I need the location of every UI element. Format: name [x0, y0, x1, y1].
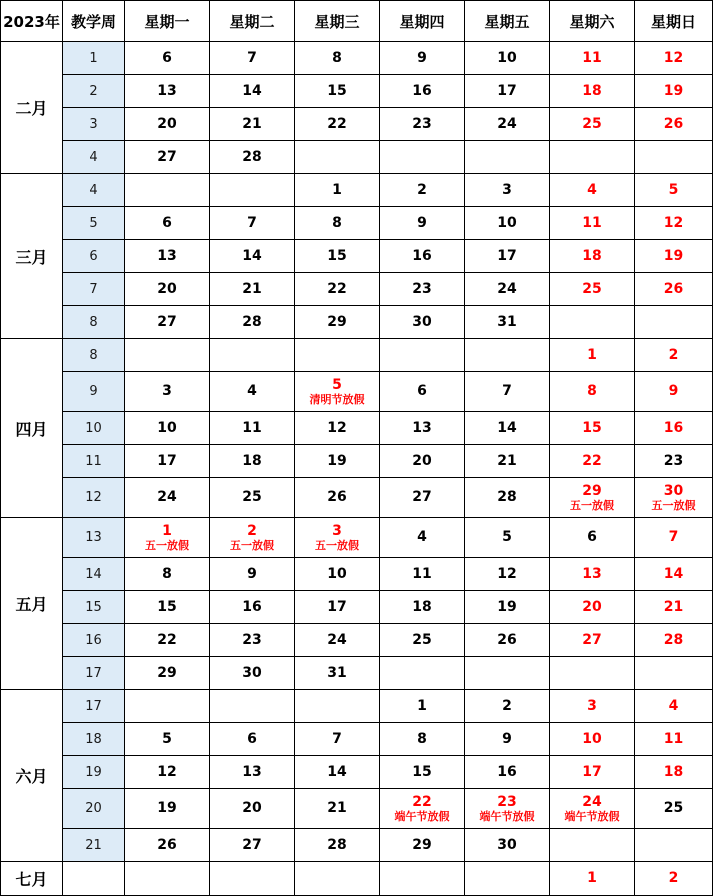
day-cell-saturday: 17: [550, 756, 635, 789]
day-cell-sunday: [635, 478, 713, 518]
day-cell-monday: 13: [125, 240, 210, 273]
header-saturday: 星期六: [550, 1, 635, 42]
day-cell-monday: 6: [125, 207, 210, 240]
day-cell-saturday: [550, 829, 635, 862]
table-row: [1, 174, 713, 207]
day-cell-tuesday: 16: [210, 591, 295, 624]
day-cell-tuesday: 20: [210, 789, 295, 829]
teaching-week-cell: 8: [63, 339, 125, 372]
table-row: [1, 108, 713, 141]
holiday-note: 端午节放假: [564, 809, 620, 823]
day-cell-thursday: [380, 141, 465, 174]
day-cell-thursday: 15: [380, 756, 465, 789]
day-cell-sunday: 26: [635, 108, 713, 141]
day-cell-thursday: 18: [380, 591, 465, 624]
day-cell-monday: 19: [125, 789, 210, 829]
day-cell-friday: 17: [465, 240, 550, 273]
teaching-week-cell: 9: [63, 372, 125, 412]
day-cell-thursday: 1: [380, 690, 465, 723]
teaching-week-cell: 14: [63, 558, 125, 591]
day-cell-wednesday: 17: [295, 591, 380, 624]
day-cell-friday: 30: [465, 829, 550, 862]
day-cell-wednesday: 12: [295, 412, 380, 445]
day-cell-wednesday: [295, 141, 380, 174]
day-cell-tuesday: 21: [210, 108, 295, 141]
day-cell-friday: 16: [465, 756, 550, 789]
header-thursday: 星期四: [380, 1, 465, 42]
day-cell-friday: 7: [465, 372, 550, 412]
day-cell-friday: 19: [465, 591, 550, 624]
day-cell-thursday: [380, 789, 465, 829]
day-number: 2: [247, 522, 257, 539]
month-label: 三月: [1, 174, 63, 339]
calendar-body: [1, 42, 713, 896]
day-cell-tuesday: 27: [210, 829, 295, 862]
day-cell-monday: 15: [125, 591, 210, 624]
day-cell-monday: 5: [125, 723, 210, 756]
day-cell-monday: [125, 690, 210, 723]
teaching-week-cell: 4: [63, 174, 125, 207]
teaching-week-cell: 10: [63, 412, 125, 445]
day-cell-wednesday: 8: [295, 207, 380, 240]
table-row: [1, 723, 713, 756]
day-cell-saturday: [550, 657, 635, 690]
day-cell-thursday: 20: [380, 445, 465, 478]
table-row: [1, 690, 713, 723]
day-cell-wednesday: [295, 372, 380, 412]
table-row: [1, 141, 713, 174]
header-monday: 星期一: [125, 1, 210, 42]
table-row: [1, 756, 713, 789]
day-cell-sunday: 23: [635, 445, 713, 478]
day-cell-tuesday: 28: [210, 306, 295, 339]
day-cell-friday: 10: [465, 42, 550, 75]
day-cell-monday: 20: [125, 108, 210, 141]
table-row: [1, 624, 713, 657]
day-cell-wednesday: 26: [295, 478, 380, 518]
holiday-note: 五一放假: [145, 538, 189, 552]
header-year: 2023年: [1, 1, 63, 42]
table-row: [1, 273, 713, 306]
day-cell-sunday: [635, 141, 713, 174]
table-row: [1, 478, 713, 518]
day-cell-saturday: 11: [550, 207, 635, 240]
table-row: [1, 240, 713, 273]
table-row: [1, 591, 713, 624]
day-cell-wednesday: 19: [295, 445, 380, 478]
day-cell-wednesday: 10: [295, 558, 380, 591]
day-cell-friday: 26: [465, 624, 550, 657]
teaching-week-cell: 16: [63, 624, 125, 657]
day-cell-sunday: 19: [635, 75, 713, 108]
day-number: 29: [582, 482, 602, 499]
table-row: [1, 445, 713, 478]
holiday-note: 端午节放假: [479, 809, 535, 823]
day-cell-thursday: 6: [380, 372, 465, 412]
header-wednesday: 星期三: [295, 1, 380, 42]
day-cell-wednesday: 31: [295, 657, 380, 690]
day-cell-tuesday: 13: [210, 756, 295, 789]
day-cell-tuesday: [210, 690, 295, 723]
day-cell-tuesday: 9: [210, 558, 295, 591]
day-cell-thursday: 4: [380, 518, 465, 558]
teaching-week-cell: 15: [63, 591, 125, 624]
teaching-week-cell: 17: [63, 690, 125, 723]
day-cell-saturday: 6: [550, 518, 635, 558]
teaching-week-cell: 12: [63, 478, 125, 518]
holiday-note: 五一放假: [570, 498, 614, 512]
day-cell-tuesday: 14: [210, 75, 295, 108]
day-cell-wednesday: [295, 690, 380, 723]
day-cell-monday: 26: [125, 829, 210, 862]
day-cell-monday: 20: [125, 273, 210, 306]
day-cell-wednesday: 21: [295, 789, 380, 829]
day-cell-friday: [465, 339, 550, 372]
day-cell-thursday: [380, 339, 465, 372]
day-cell-tuesday: 23: [210, 624, 295, 657]
table-row: [1, 829, 713, 862]
day-cell-sunday: [635, 829, 713, 862]
day-cell-sunday: 19: [635, 240, 713, 273]
day-cell-monday: [125, 174, 210, 207]
table-row: [1, 42, 713, 75]
day-cell-thursday: 25: [380, 624, 465, 657]
day-cell-friday: 14: [465, 412, 550, 445]
day-cell-friday: 12: [465, 558, 550, 591]
day-cell-tuesday: [210, 339, 295, 372]
teaching-week-cell: 7: [63, 273, 125, 306]
day-cell-sunday: 7: [635, 518, 713, 558]
day-cell-wednesday: 22: [295, 273, 380, 306]
month-label: 二月: [1, 42, 63, 174]
day-cell-sunday: 9: [635, 372, 713, 412]
day-cell-thursday: 30: [380, 306, 465, 339]
day-cell-friday: [465, 789, 550, 829]
table-row: [1, 862, 713, 896]
teaching-week-cell: 13: [63, 518, 125, 558]
month-label: 四月: [1, 339, 63, 518]
day-cell-sunday: 16: [635, 412, 713, 445]
day-cell-saturday: 1: [550, 862, 635, 896]
teaching-week-cell: 21: [63, 829, 125, 862]
day-cell-friday: 17: [465, 75, 550, 108]
day-cell-friday: 21: [465, 445, 550, 478]
day-cell-monday: 12: [125, 756, 210, 789]
day-cell-saturday: 3: [550, 690, 635, 723]
day-cell-thursday: 23: [380, 273, 465, 306]
day-cell-wednesday: [295, 339, 380, 372]
day-cell-tuesday: 14: [210, 240, 295, 273]
day-cell-sunday: 12: [635, 207, 713, 240]
table-row: [1, 372, 713, 412]
header-friday: 星期五: [465, 1, 550, 42]
table-row: [1, 518, 713, 558]
day-cell-saturday: 13: [550, 558, 635, 591]
day-cell-tuesday: [210, 518, 295, 558]
day-cell-tuesday: 11: [210, 412, 295, 445]
day-cell-monday: 8: [125, 558, 210, 591]
day-cell-saturday: 18: [550, 75, 635, 108]
day-cell-wednesday: [295, 518, 380, 558]
day-cell-friday: 10: [465, 207, 550, 240]
day-cell-tuesday: [210, 174, 295, 207]
day-cell-monday: 22: [125, 624, 210, 657]
day-cell-saturday: 25: [550, 108, 635, 141]
day-cell-thursday: 9: [380, 42, 465, 75]
day-cell-thursday: 23: [380, 108, 465, 141]
day-cell-tuesday: 4: [210, 372, 295, 412]
day-cell-tuesday: 6: [210, 723, 295, 756]
teaching-week-cell: 8: [63, 306, 125, 339]
day-cell-saturday: 18: [550, 240, 635, 273]
teaching-week-cell: 4: [63, 141, 125, 174]
table-row: [1, 306, 713, 339]
day-cell-saturday: [550, 306, 635, 339]
day-cell-monday: 27: [125, 141, 210, 174]
day-number: 22: [412, 793, 432, 810]
day-cell-tuesday: 21: [210, 273, 295, 306]
header-teaching-week: 教学周: [63, 1, 125, 42]
teaching-week-cell: 17: [63, 657, 125, 690]
day-cell-sunday: 2: [635, 339, 713, 372]
day-cell-wednesday: 14: [295, 756, 380, 789]
day-cell-thursday: 11: [380, 558, 465, 591]
day-cell-sunday: 25: [635, 789, 713, 829]
day-cell-monday: 3: [125, 372, 210, 412]
day-cell-saturday: 15: [550, 412, 635, 445]
day-cell-thursday: 8: [380, 723, 465, 756]
header-tuesday: 星期二: [210, 1, 295, 42]
day-cell-sunday: [635, 306, 713, 339]
holiday-note: 端午节放假: [394, 809, 450, 823]
day-number: 5: [332, 376, 342, 393]
day-cell-wednesday: 7: [295, 723, 380, 756]
teaching-week-cell: 3: [63, 108, 125, 141]
day-cell-thursday: 16: [380, 240, 465, 273]
day-cell-friday: 5: [465, 518, 550, 558]
day-cell-saturday: 22: [550, 445, 635, 478]
day-cell-tuesday: 18: [210, 445, 295, 478]
day-cell-wednesday: [295, 862, 380, 896]
day-cell-thursday: 16: [380, 75, 465, 108]
header-sunday: 星期日: [635, 1, 713, 42]
day-cell-sunday: 14: [635, 558, 713, 591]
table-row: [1, 558, 713, 591]
day-cell-monday: 29: [125, 657, 210, 690]
day-cell-friday: 31: [465, 306, 550, 339]
teaching-week-cell: 18: [63, 723, 125, 756]
day-cell-saturday: 1: [550, 339, 635, 372]
day-cell-monday: 24: [125, 478, 210, 518]
day-cell-monday: 6: [125, 42, 210, 75]
table-row: [1, 339, 713, 372]
day-cell-saturday: [550, 478, 635, 518]
day-cell-friday: 28: [465, 478, 550, 518]
day-number: 23: [497, 793, 517, 810]
day-cell-sunday: 4: [635, 690, 713, 723]
day-cell-wednesday: 28: [295, 829, 380, 862]
day-cell-tuesday: [210, 862, 295, 896]
day-cell-sunday: [635, 657, 713, 690]
day-cell-sunday: 11: [635, 723, 713, 756]
day-cell-sunday: 26: [635, 273, 713, 306]
header-row: [1, 1, 713, 42]
day-cell-saturday: 8: [550, 372, 635, 412]
day-cell-thursday: 29: [380, 829, 465, 862]
table-row: [1, 207, 713, 240]
day-cell-thursday: [380, 862, 465, 896]
teaching-week-cell: [63, 862, 125, 896]
teaching-week-cell: 11: [63, 445, 125, 478]
day-cell-tuesday: 30: [210, 657, 295, 690]
day-cell-saturday: 10: [550, 723, 635, 756]
table-row: [1, 657, 713, 690]
day-cell-monday: 27: [125, 306, 210, 339]
day-cell-thursday: 13: [380, 412, 465, 445]
day-cell-friday: 3: [465, 174, 550, 207]
month-label: 五月: [1, 518, 63, 690]
day-number: 30: [663, 482, 684, 499]
teaching-week-cell: 20: [63, 789, 125, 829]
day-cell-sunday: 28: [635, 624, 713, 657]
teaching-week-cell: 5: [63, 207, 125, 240]
day-cell-sunday: 12: [635, 42, 713, 75]
day-cell-tuesday: 7: [210, 42, 295, 75]
day-cell-wednesday: 29: [295, 306, 380, 339]
day-cell-wednesday: 15: [295, 240, 380, 273]
day-cell-friday: [465, 862, 550, 896]
teaching-week-cell: 2: [63, 75, 125, 108]
day-cell-tuesday: 7: [210, 207, 295, 240]
day-cell-wednesday: 15: [295, 75, 380, 108]
day-cell-friday: [465, 141, 550, 174]
day-cell-thursday: 9: [380, 207, 465, 240]
day-cell-saturday: 20: [550, 591, 635, 624]
day-cell-saturday: 4: [550, 174, 635, 207]
month-label: 七月: [1, 862, 63, 896]
day-cell-tuesday: 28: [210, 141, 295, 174]
day-cell-saturday: [550, 789, 635, 829]
day-cell-wednesday: 1: [295, 174, 380, 207]
day-cell-friday: 24: [465, 108, 550, 141]
teaching-week-cell: 6: [63, 240, 125, 273]
table-row: [1, 412, 713, 445]
day-number: 3: [332, 522, 342, 539]
holiday-note: 五一放假: [230, 538, 274, 552]
holiday-note: 五一放假: [315, 538, 359, 552]
holiday-note: 清明节放假: [309, 392, 365, 406]
day-cell-thursday: [380, 657, 465, 690]
holiday-note: 五一放假: [651, 498, 696, 512]
day-cell-wednesday: 24: [295, 624, 380, 657]
day-cell-monday: 17: [125, 445, 210, 478]
day-cell-sunday: 2: [635, 862, 713, 896]
day-cell-sunday: 5: [635, 174, 713, 207]
day-cell-thursday: 2: [380, 174, 465, 207]
teaching-week-cell: 1: [63, 42, 125, 75]
teaching-week-cell: 19: [63, 756, 125, 789]
day-cell-sunday: 18: [635, 756, 713, 789]
day-cell-sunday: 21: [635, 591, 713, 624]
day-cell-saturday: 25: [550, 273, 635, 306]
day-cell-saturday: 27: [550, 624, 635, 657]
day-cell-saturday: [550, 141, 635, 174]
table-row: [1, 789, 713, 829]
day-cell-friday: 24: [465, 273, 550, 306]
day-cell-wednesday: 8: [295, 42, 380, 75]
day-cell-monday: [125, 518, 210, 558]
day-cell-monday: 10: [125, 412, 210, 445]
day-cell-monday: 13: [125, 75, 210, 108]
day-cell-friday: 9: [465, 723, 550, 756]
day-cell-friday: [465, 657, 550, 690]
day-cell-tuesday: 25: [210, 478, 295, 518]
day-cell-saturday: 11: [550, 42, 635, 75]
table-row: [1, 75, 713, 108]
day-cell-friday: 2: [465, 690, 550, 723]
day-number: 1: [162, 522, 172, 539]
day-cell-wednesday: 22: [295, 108, 380, 141]
day-cell-monday: [125, 339, 210, 372]
day-cell-thursday: 27: [380, 478, 465, 518]
day-cell-monday: [125, 862, 210, 896]
month-label: 六月: [1, 690, 63, 862]
day-number: 24: [582, 793, 602, 810]
